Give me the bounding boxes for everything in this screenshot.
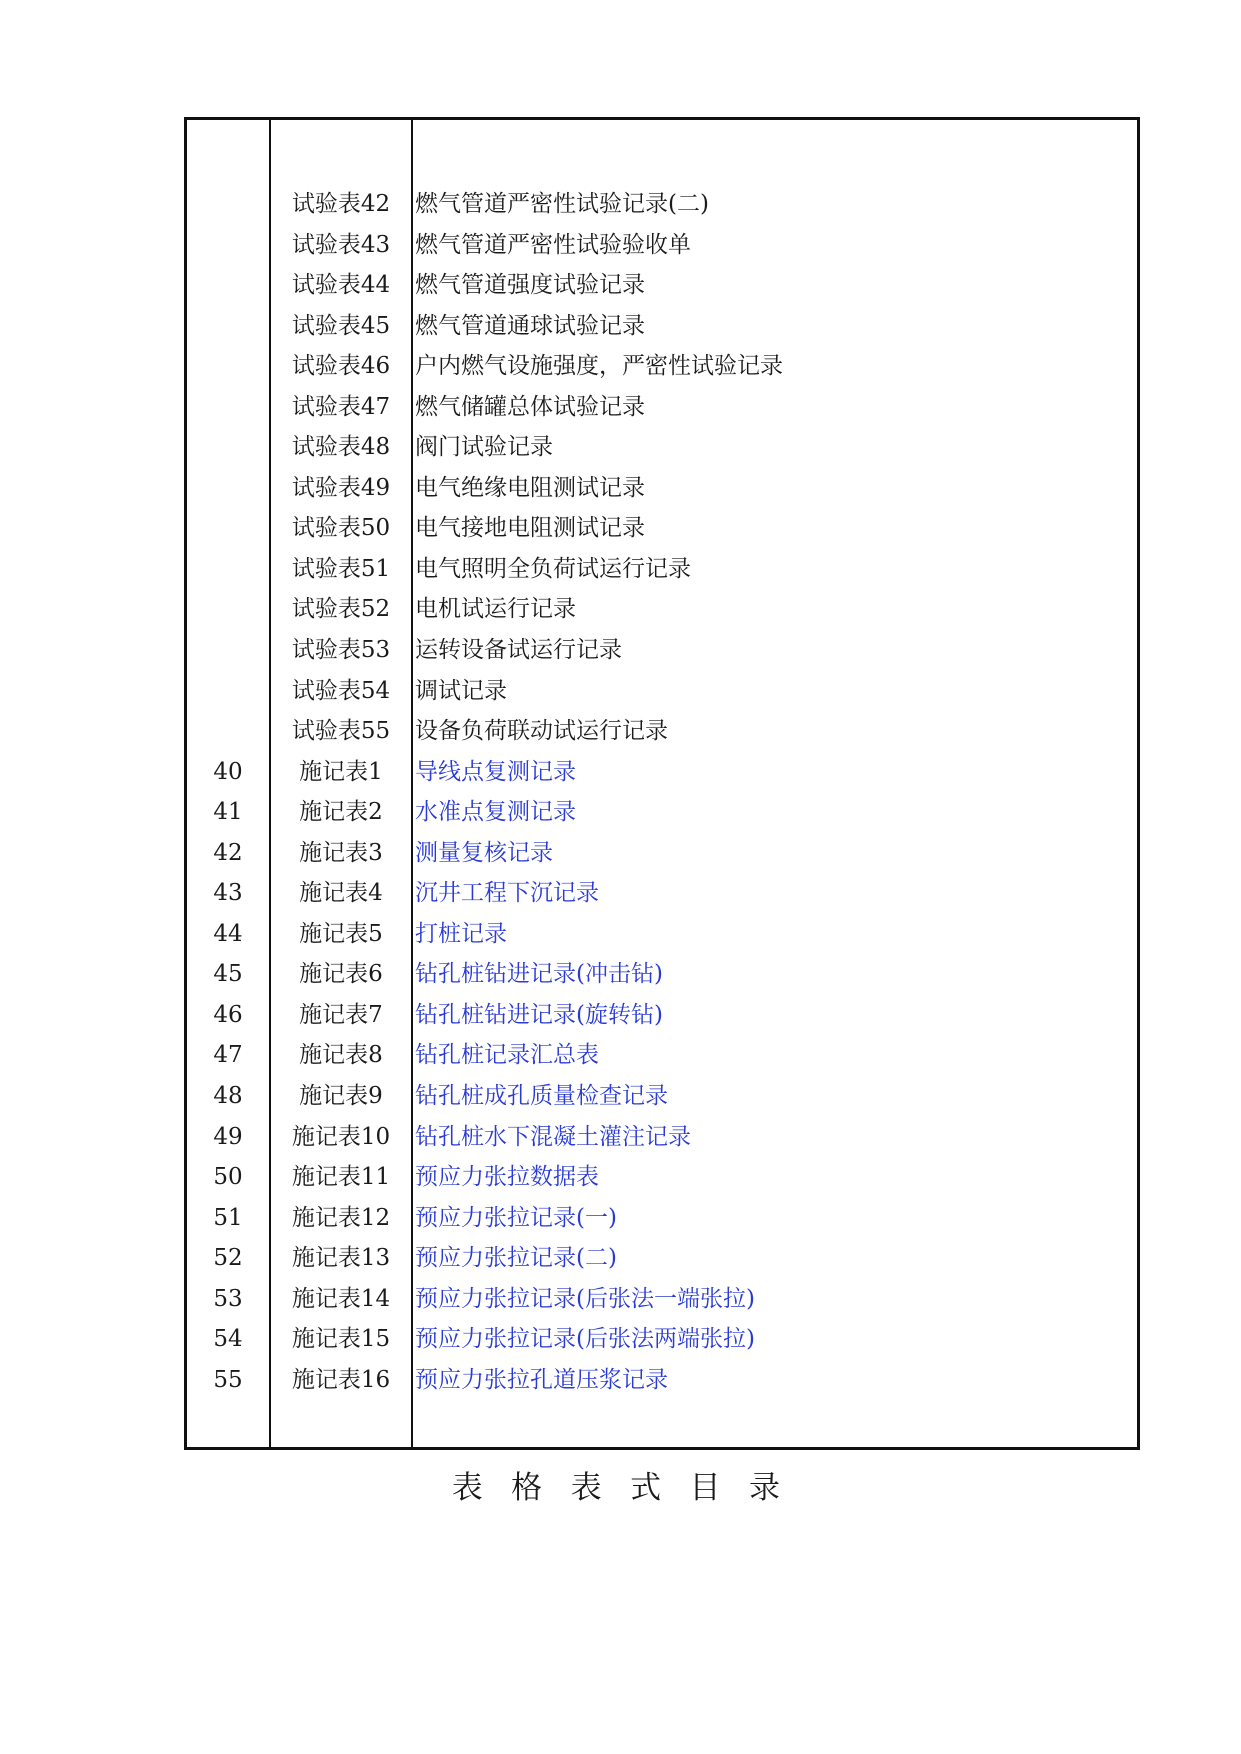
form-code: 试验表45: [291, 312, 391, 339]
form-title-link[interactable]: 打桩记录: [415, 920, 507, 947]
form-title-link[interactable]: 导线点复测记录: [415, 758, 576, 785]
table-row[interactable]: [187, 1117, 1137, 1158]
form-code: 施记表4: [299, 880, 383, 907]
form-code: 试验表42: [291, 191, 391, 217]
table-row: [187, 468, 1137, 509]
table-row[interactable]: [187, 1238, 1137, 1279]
form-code: 施记表6: [299, 961, 383, 988]
form-code: 试验表53: [291, 637, 391, 664]
form-code: 试验表54: [291, 677, 391, 704]
form-code: 施记表10: [291, 1123, 391, 1150]
table-row[interactable]: [187, 995, 1137, 1036]
form-code: 施记表5: [299, 920, 383, 947]
form-title: 运转设备试运行记录: [415, 637, 622, 664]
form-title: 设备负荷联动试运行记录: [415, 718, 668, 745]
form-title-link[interactable]: 预应力张拉记录(二): [415, 1245, 617, 1272]
form-code: 施记表3: [299, 839, 383, 866]
form-title-link[interactable]: 预应力张拉记录(后张法一端张拉): [415, 1285, 755, 1312]
row-number: 43: [213, 880, 243, 907]
form-title-link[interactable]: 预应力张拉数据表: [415, 1164, 599, 1191]
row-number: 52: [213, 1245, 243, 1272]
form-title: 电气绝缘电阻测试记录: [415, 474, 645, 501]
row-number: 40: [213, 758, 243, 785]
form-title-link[interactable]: 钻孔桩钻进记录(旋转钻): [415, 1001, 663, 1028]
form-code: 试验表50: [291, 515, 391, 542]
table-row[interactable]: [187, 833, 1137, 874]
form-code: 试验表47: [291, 393, 391, 420]
row-number: 47: [213, 1042, 243, 1069]
table-row[interactable]: [187, 1076, 1137, 1117]
form-code: 试验表43: [291, 231, 391, 258]
form-code: 施记表8: [299, 1042, 383, 1069]
row-number: 49: [213, 1123, 243, 1150]
table-row[interactable]: [187, 752, 1137, 793]
form-title: 阀门试验记录: [415, 434, 553, 461]
form-title: 电气接地电阻测试记录: [415, 515, 645, 542]
table-row: [187, 630, 1137, 671]
form-title: 燃气储罐总体试验记录: [415, 393, 645, 420]
table-row: [187, 387, 1137, 428]
table-row[interactable]: [187, 1319, 1137, 1360]
caption-text: 表 格 表 式 目 录: [451, 1470, 790, 1506]
toc-rows: [187, 184, 1137, 1400]
form-code: 施记表12: [291, 1204, 391, 1231]
table-row: [187, 508, 1137, 549]
form-title-link[interactable]: 钻孔桩水下混凝土灌注记录: [415, 1123, 691, 1150]
row-number: 45: [213, 961, 243, 988]
row-number: 54: [213, 1326, 243, 1353]
form-title-link[interactable]: 测量复核记录: [415, 839, 553, 866]
table-row: [187, 306, 1137, 347]
form-title-link[interactable]: 预应力张拉记录(后张法两端张拉): [415, 1326, 755, 1353]
form-title: 燃气管道强度试验记录: [415, 272, 645, 299]
table-row: [187, 589, 1137, 630]
table-row: [187, 265, 1137, 306]
form-code: 施记表7: [299, 1001, 383, 1028]
form-title-link[interactable]: 沉井工程下沉记录: [415, 880, 599, 907]
form-code: 施记表15: [291, 1326, 391, 1353]
table-row: [187, 184, 1137, 225]
form-code: 试验表48: [291, 434, 391, 461]
form-title: 户内燃气设施强度，严密性试验记录: [415, 353, 783, 380]
form-title-link[interactable]: 水准点复测记录: [415, 799, 576, 826]
toc-table: [184, 117, 1140, 1450]
form-title-link[interactable]: 钻孔桩记录汇总表: [415, 1042, 599, 1069]
row-number: 41: [213, 799, 243, 826]
table-row: [187, 427, 1137, 468]
form-title-link[interactable]: 预应力张拉记录(一): [415, 1204, 617, 1231]
form-code: 试验表46: [291, 353, 391, 380]
row-number: 53: [213, 1285, 243, 1312]
row-number: 42: [213, 839, 243, 866]
form-code: 施记表9: [299, 1083, 383, 1110]
row-number: 46: [213, 1001, 243, 1028]
row-number: 48: [213, 1083, 243, 1110]
form-title-link[interactable]: 钻孔桩钻进记录(冲击钻): [415, 961, 663, 988]
table-row[interactable]: [187, 873, 1137, 914]
form-title: 电机试运行记录: [415, 596, 576, 623]
table-row[interactable]: [187, 1279, 1137, 1320]
table-row: [187, 711, 1137, 752]
form-code: 施记表14: [291, 1285, 391, 1312]
form-code: 试验表51: [291, 555, 391, 582]
table-row[interactable]: [187, 792, 1137, 833]
table-row[interactable]: [187, 914, 1137, 955]
table-row: [187, 346, 1137, 387]
form-code: 试验表55: [291, 718, 391, 745]
table-row[interactable]: [187, 1157, 1137, 1198]
form-code: 试验表52: [291, 596, 391, 623]
form-code: 试验表49: [291, 474, 391, 501]
table-row: [187, 225, 1137, 266]
table-row: [187, 671, 1137, 712]
row-number: 44: [213, 920, 243, 947]
form-title-link[interactable]: 钻孔桩成孔质量检查记录: [415, 1083, 668, 1110]
form-code: 施记表13: [291, 1245, 391, 1272]
row-number: 50: [213, 1164, 243, 1191]
form-title: 燃气管道严密性试验验收单: [415, 231, 691, 258]
form-code: 试验表44: [291, 272, 391, 299]
form-code: 施记表2: [299, 799, 383, 826]
form-title: 电气照明全负荷试运行记录: [415, 555, 691, 582]
row-number: 55: [213, 1366, 243, 1393]
form-code: 施记表16: [291, 1366, 391, 1393]
form-code: 施记表11: [291, 1164, 391, 1191]
form-title: 调试记录: [415, 677, 507, 704]
form-title: 燃气管道严密性试验记录(二): [415, 191, 709, 217]
table-row[interactable]: [187, 1360, 1137, 1401]
row-number: 51: [213, 1204, 243, 1231]
form-title-link[interactable]: 预应力张拉孔道压浆记录: [415, 1366, 668, 1393]
table-row[interactable]: [187, 1198, 1137, 1239]
table-row: [187, 549, 1137, 590]
page-caption: [0, 1462, 1241, 1507]
table-row[interactable]: [187, 954, 1137, 995]
table-row[interactable]: [187, 1035, 1137, 1076]
form-code: 施记表1: [299, 758, 383, 785]
form-title: 燃气管道通球试验记录: [415, 312, 645, 339]
